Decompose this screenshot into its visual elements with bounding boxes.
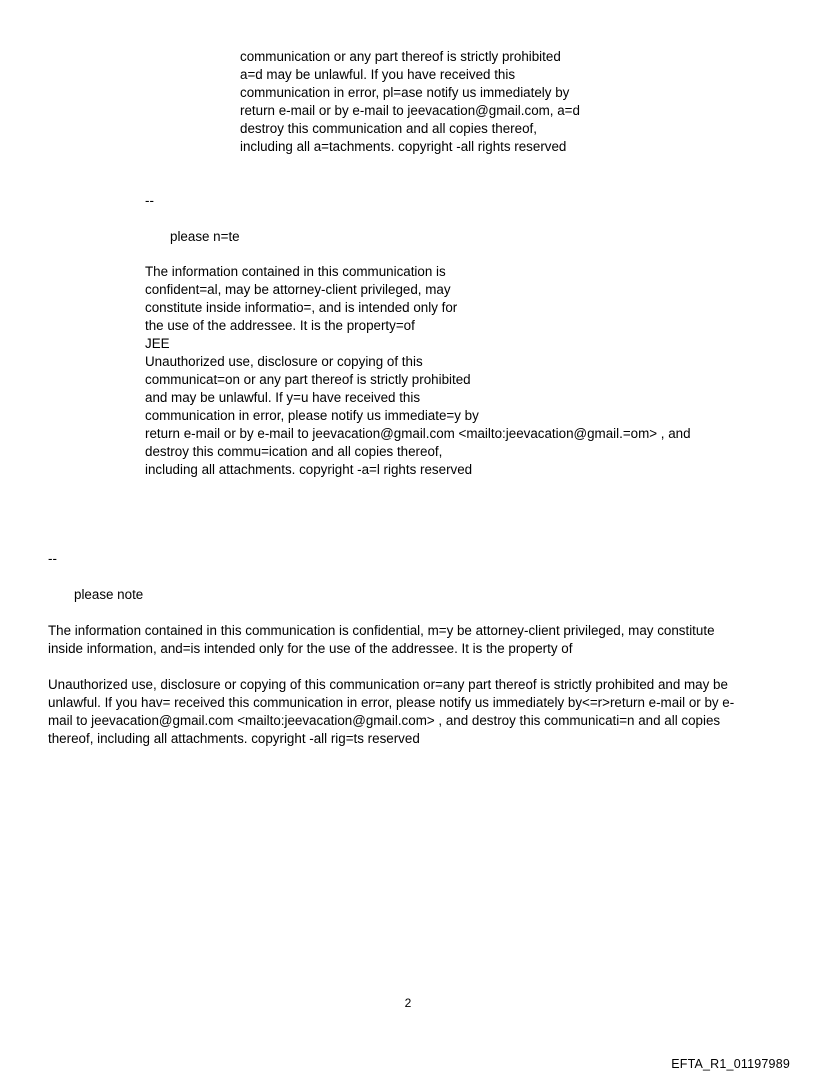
please-note-heading: please n=te (170, 229, 240, 244)
text-line: including all attachments. copyright -a=l rights reserved (145, 462, 473, 477)
text-line: Unauthorized use, disclosure or copying of this (145, 354, 423, 369)
text-line: including all a=tachments. copyright -all rights reserved (240, 139, 567, 154)
text-line: constitute inside informatio=, and is intended only for (145, 300, 458, 315)
text-line: Unauthorized use, disclosure or copying of this communication or=any part thereof is strictly prohibited and may be (48, 677, 728, 692)
text-line: communication in error, please notify us immediate=y by (145, 408, 479, 423)
disclaimer-paragraph-unauthorized (48, 676, 768, 748)
text-line: a=d may be unlawful. If you have received this (240, 67, 516, 82)
quoted-disclaimer-middle (145, 263, 691, 479)
text-line: the use of the addressee. It is the property=of (145, 318, 415, 333)
text-line: unlawful. If you hav= received this communication in error, please notify us immediately by<=r>return e-mail or by e- (48, 695, 735, 710)
please-note-heading: please note (74, 587, 144, 602)
text-line: inside information, and=is intended only for the use of the addressee. It is the property of (48, 641, 573, 656)
text-line: The information contained in this communication is confidential, m=y be attorney-client privileged, may constitute (48, 623, 715, 638)
text-line: return e-mail or by e-mail to jeevacation@gmail.com <mailto:jeevacation@gmail.=om> , and (145, 426, 691, 441)
text-line: return e-mail or by e-mail to jeevacation@gmail.com, a=d (240, 103, 580, 118)
text-line: confident=al, may be attorney-client privileged, may (145, 282, 451, 297)
text-line: thereof, including all attachments. copyright -all rig=ts reserved (48, 731, 420, 746)
text-line: communication or any part thereof is strictly prohibited (240, 49, 561, 64)
text-line: JEE (145, 336, 170, 351)
text-line: mail to jeevacation@gmail.com <mailto:jeevacation@gmail.com> , and destroy this communicati=n and all copies (48, 713, 721, 728)
signature-separator: -- (145, 193, 154, 208)
text-line: communicat=on or any part thereof is strictly prohibited (145, 372, 471, 387)
text-line: destroy this commu=ication and all copies thereof, (145, 444, 443, 459)
text-line: communication in error, pl=ase notify us immediately by (240, 85, 570, 100)
page-number: 2 (404, 996, 412, 1010)
document-id-stamp: EFTA_R1_01197989 (671, 1057, 790, 1071)
text-line: The information contained in this communication is (145, 264, 446, 279)
text-line: destroy this communication and all copies thereof, (240, 121, 537, 136)
signature-separator: -- (48, 551, 57, 566)
disclaimer-paragraph-confidential (48, 622, 768, 658)
text-line: and may be unlawful. If y=u have received this (145, 390, 421, 405)
quoted-disclaimer-top (240, 48, 580, 156)
